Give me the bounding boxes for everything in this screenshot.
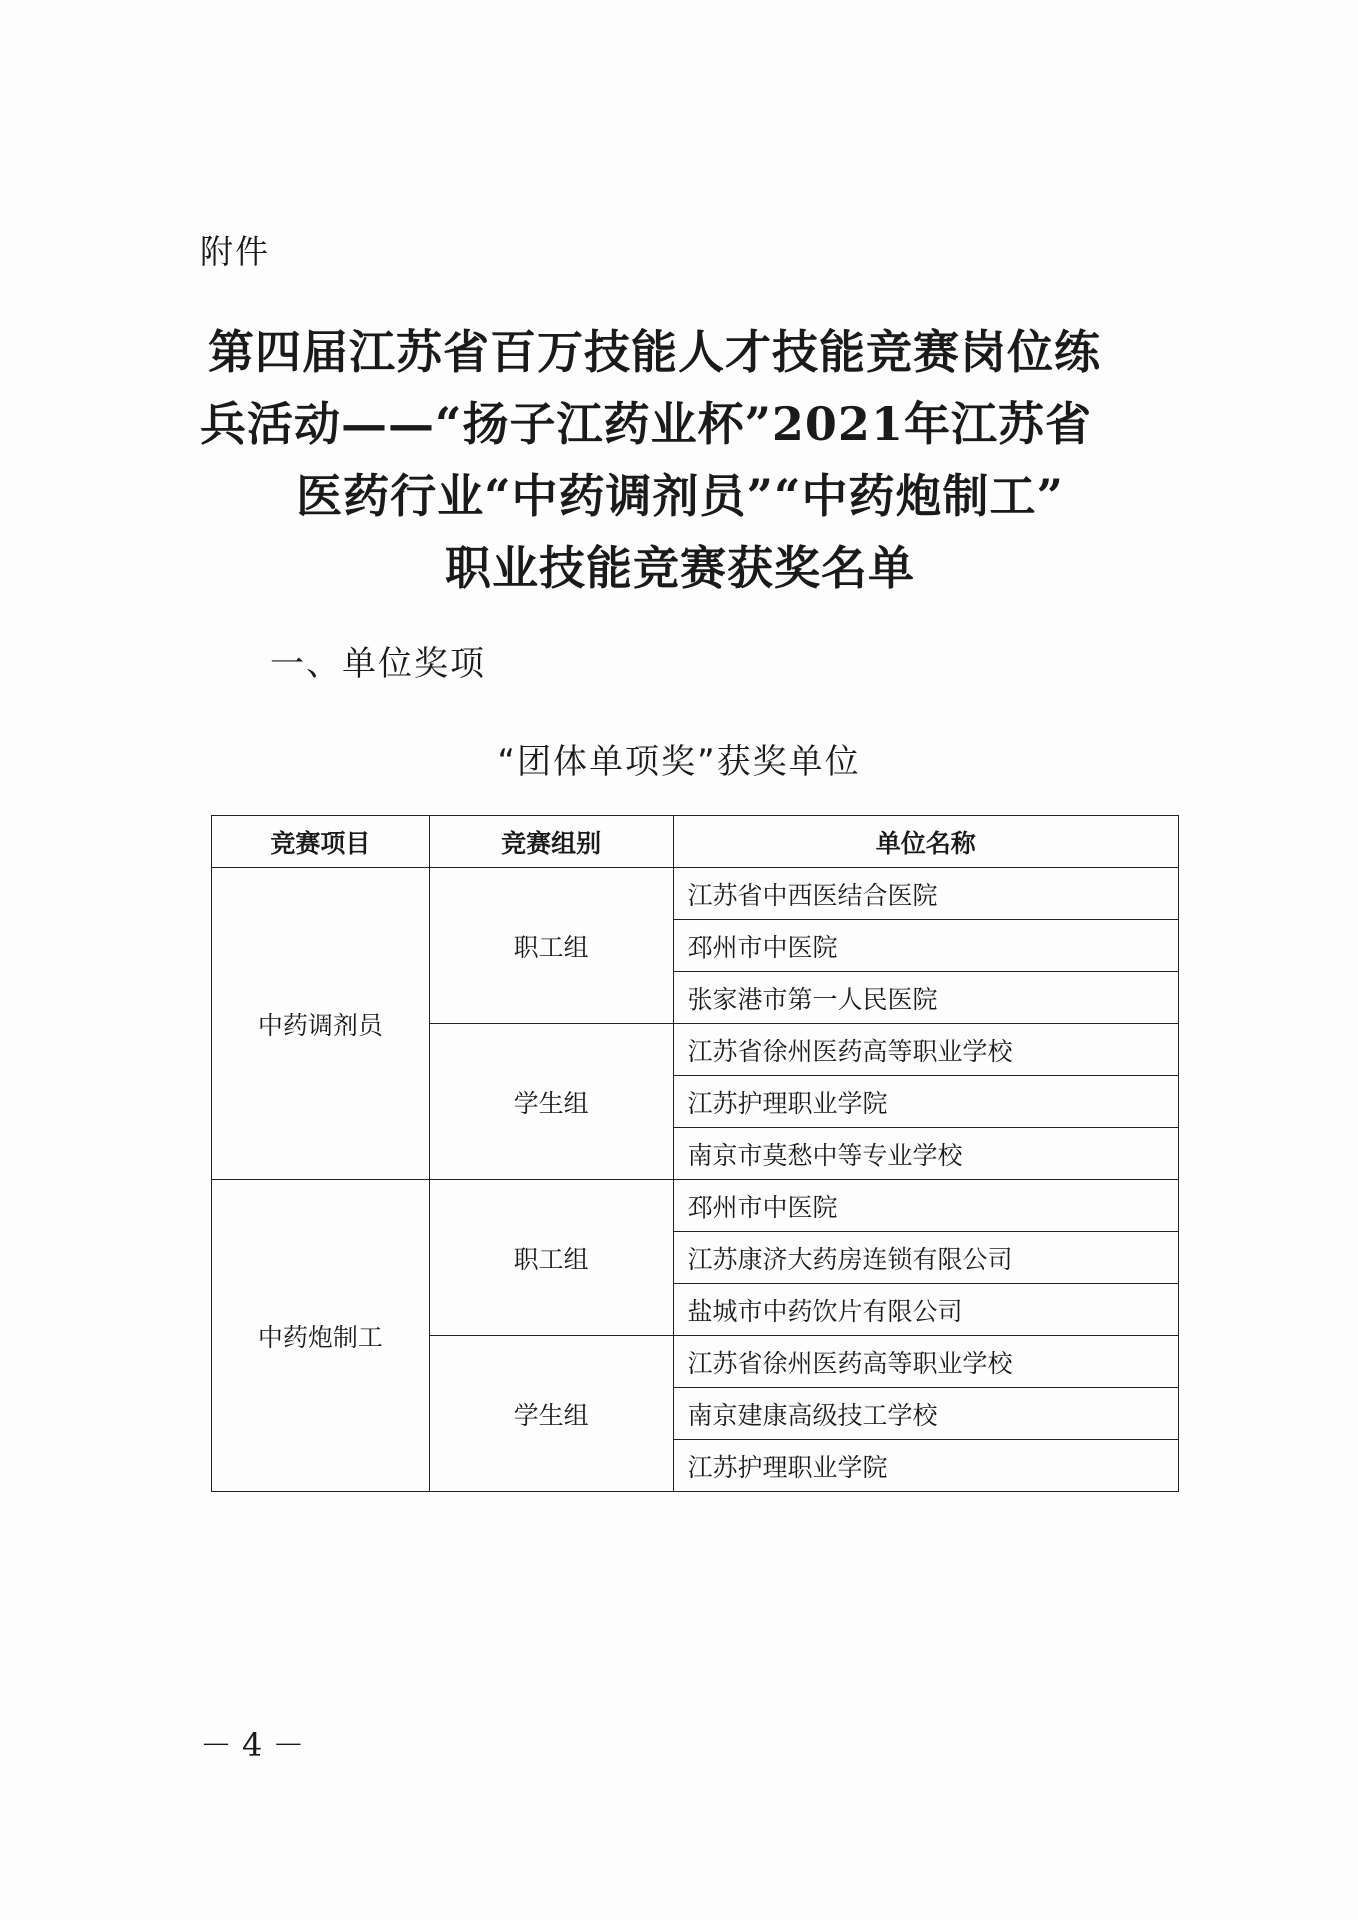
title-line-1: 第四届江苏省百万技能人才技能竞赛岗位练 [208,325,1101,379]
unit-cell: 江苏康济大药房连锁有限公司 [673,1232,1178,1284]
page-number: －4－ [200,1726,315,1764]
unit-cell: 南京建康高级技工学校 [673,1388,1178,1440]
group-cell: 职工组 [429,1180,673,1336]
event-cell: 中药炮制工 [212,1180,430,1492]
header-unit: 单位名称 [673,816,1178,868]
table-row [212,868,1179,920]
awards-table [211,815,1179,1492]
header-group: 竞赛组别 [429,816,673,868]
unit-cell: 邳州市中医院 [673,1180,1178,1232]
unit-cell: 盐城市中药饮片有限公司 [673,1284,1178,1336]
title-line-3: 医药行业“中药调剂员”“中药炮制工” [296,469,1064,523]
unit-cell: 邳州市中医院 [673,920,1178,972]
title-line-4: 职业技能竞赛获奖名单 [445,541,915,595]
unit-cell: 张家港市第一人民医院 [673,972,1178,1024]
unit-cell: 江苏省徐州医药高等职业学校 [673,1024,1178,1076]
unit-cell: 江苏省中西医结合医院 [673,868,1178,920]
section-heading: 一、单位奖项 [270,644,486,684]
group-cell: 学生组 [429,1024,673,1180]
unit-cell: 江苏护理职业学院 [673,1440,1178,1492]
unit-cell: 南京市莫愁中等专业学校 [673,1128,1178,1180]
document-title [180,316,1180,604]
unit-cell: 江苏省徐州医药高等职业学校 [673,1336,1178,1388]
title-line-2: 兵活动——“扬子江药业杯”2021年江苏省 [200,397,1092,451]
group-cell: 学生组 [429,1336,673,1492]
attachment-label: 附件 [200,232,270,271]
event-cell: 中药调剂员 [212,868,430,1180]
unit-cell: 江苏护理职业学院 [673,1076,1178,1128]
table-row [212,1180,1179,1232]
table-caption: “团体单项奖”获奖单位 [497,742,861,782]
header-event: 竞赛项目 [212,816,430,868]
table-header-row [212,816,1179,868]
group-cell: 职工组 [429,868,673,1024]
